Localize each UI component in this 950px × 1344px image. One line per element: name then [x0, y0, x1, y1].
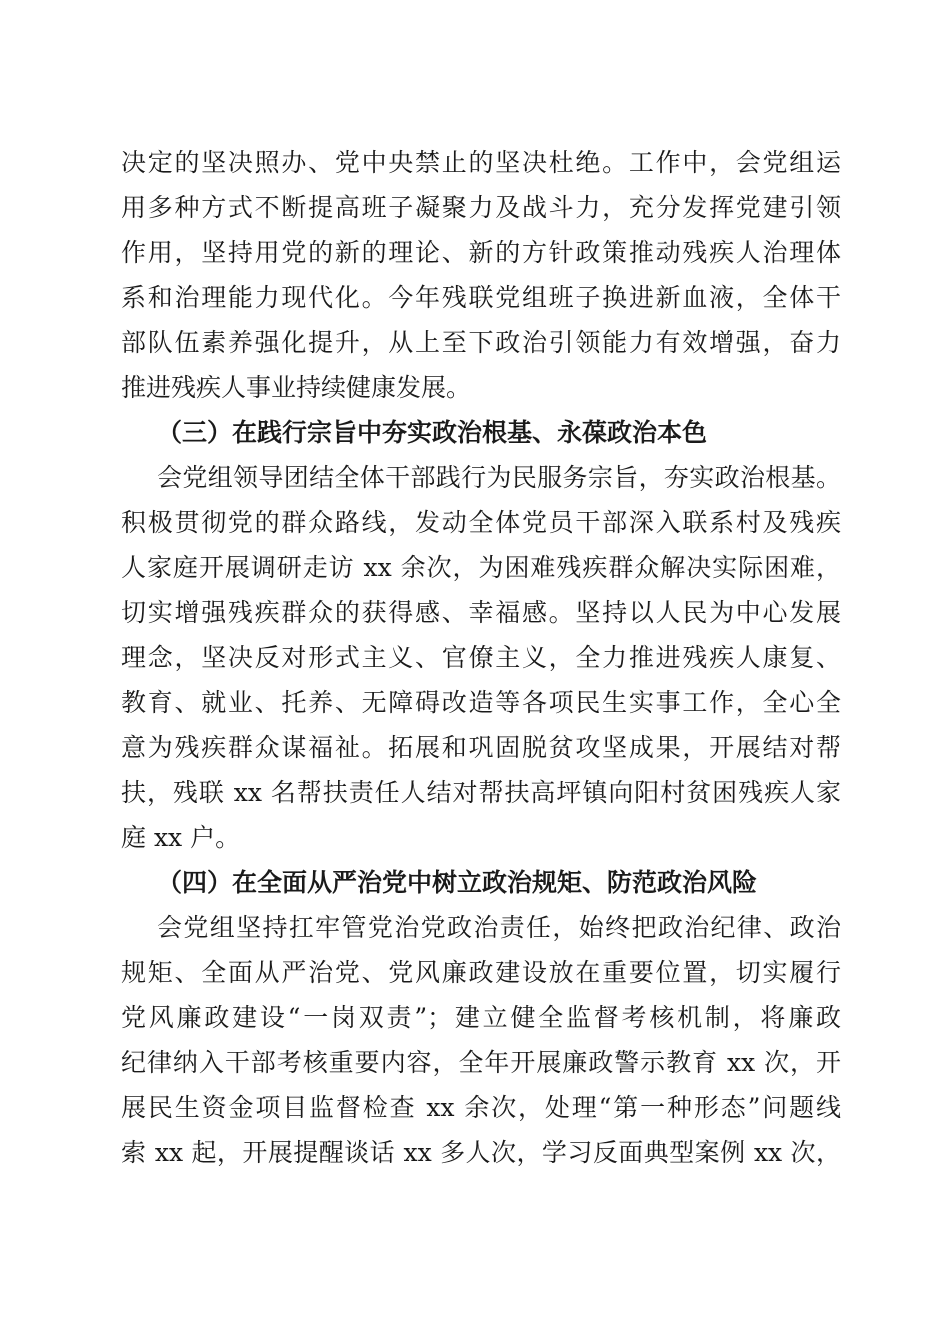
paragraph-start: 会党组坚持扛牢管党治党政治责任，始终把政治纪律、政治 [157, 913, 841, 942]
body-line: 教育、就业、托养、无障碍改造等各项民生实事工作，全心全 [121, 688, 841, 717]
body-line: 人家庭开展调研走访 xx 余次，为困难残疾群众解决实际困难， [121, 553, 841, 582]
body-line: 党风廉政建设“一岗双责”；建立健全监督考核机制，将廉政 [121, 1003, 841, 1032]
section-heading-4: （四）在全面从严治党中树立政治规矩、防范政治风险 [157, 868, 758, 897]
section-heading-3: （三）在践行宗旨中夯实政治根基、永葆政治本色 [157, 418, 708, 447]
body-line: 纪律纳入干部考核重要内容，全年开展廉政警示教育 xx 次，开 [121, 1048, 841, 1077]
body-line: 展民生资金项目监督检查 xx 余次，处理“第一种形态”问题线 [121, 1093, 841, 1122]
body-line: 切实增强残疾群众的获得感、幸福感。坚持以人民为中心发展 [121, 598, 841, 627]
body-line: 规矩、全面从严治党、党风廉政建设放在重要位置，切实履行 [121, 958, 841, 987]
body-line: 作用，坚持用党的新的理论、新的方针政策推动残疾人治理体 [121, 238, 841, 267]
body-line: 意为残疾群众谋福祉。拓展和巩固脱贫攻坚成果，开展结对帮 [121, 733, 841, 762]
body-line: 索 xx 起，开展提醒谈话 xx 多人次，学习反面典型案例 xx 次， [121, 1138, 841, 1167]
body-line: 决定的坚决照办、党中央禁止的坚决杜绝。工作中，会党组运 [121, 148, 841, 177]
body-line: 系和治理能力现代化。今年残联党组班子换进新血液，全体干 [121, 283, 841, 312]
paragraph-start: 会党组领导团结全体干部践行为民服务宗旨，夯实政治根基。 [157, 463, 841, 492]
body-line: 推进残疾人事业持续健康发展。 [121, 373, 472, 402]
body-line: 庭 xx 户。 [121, 823, 241, 852]
body-line: 用多种方式不断提高班子凝聚力及战斗力，充分发挥党建引领 [121, 193, 841, 222]
body-line: 积极贯彻党的群众路线，发动全体党员干部深入联系村及残疾 [121, 508, 841, 537]
body-line: 扶，残联 xx 名帮扶责任人结对帮扶高坪镇向阳村贫困残疾人家 [121, 778, 841, 807]
body-line: 理念，坚决反对形式主义、官僚主义，全力推进残疾人康复、 [121, 643, 841, 672]
body-line: 部队伍素养强化提升，从上至下政治引领能力有效增强，奋力 [121, 328, 841, 357]
document-body [121, 140, 841, 1175]
